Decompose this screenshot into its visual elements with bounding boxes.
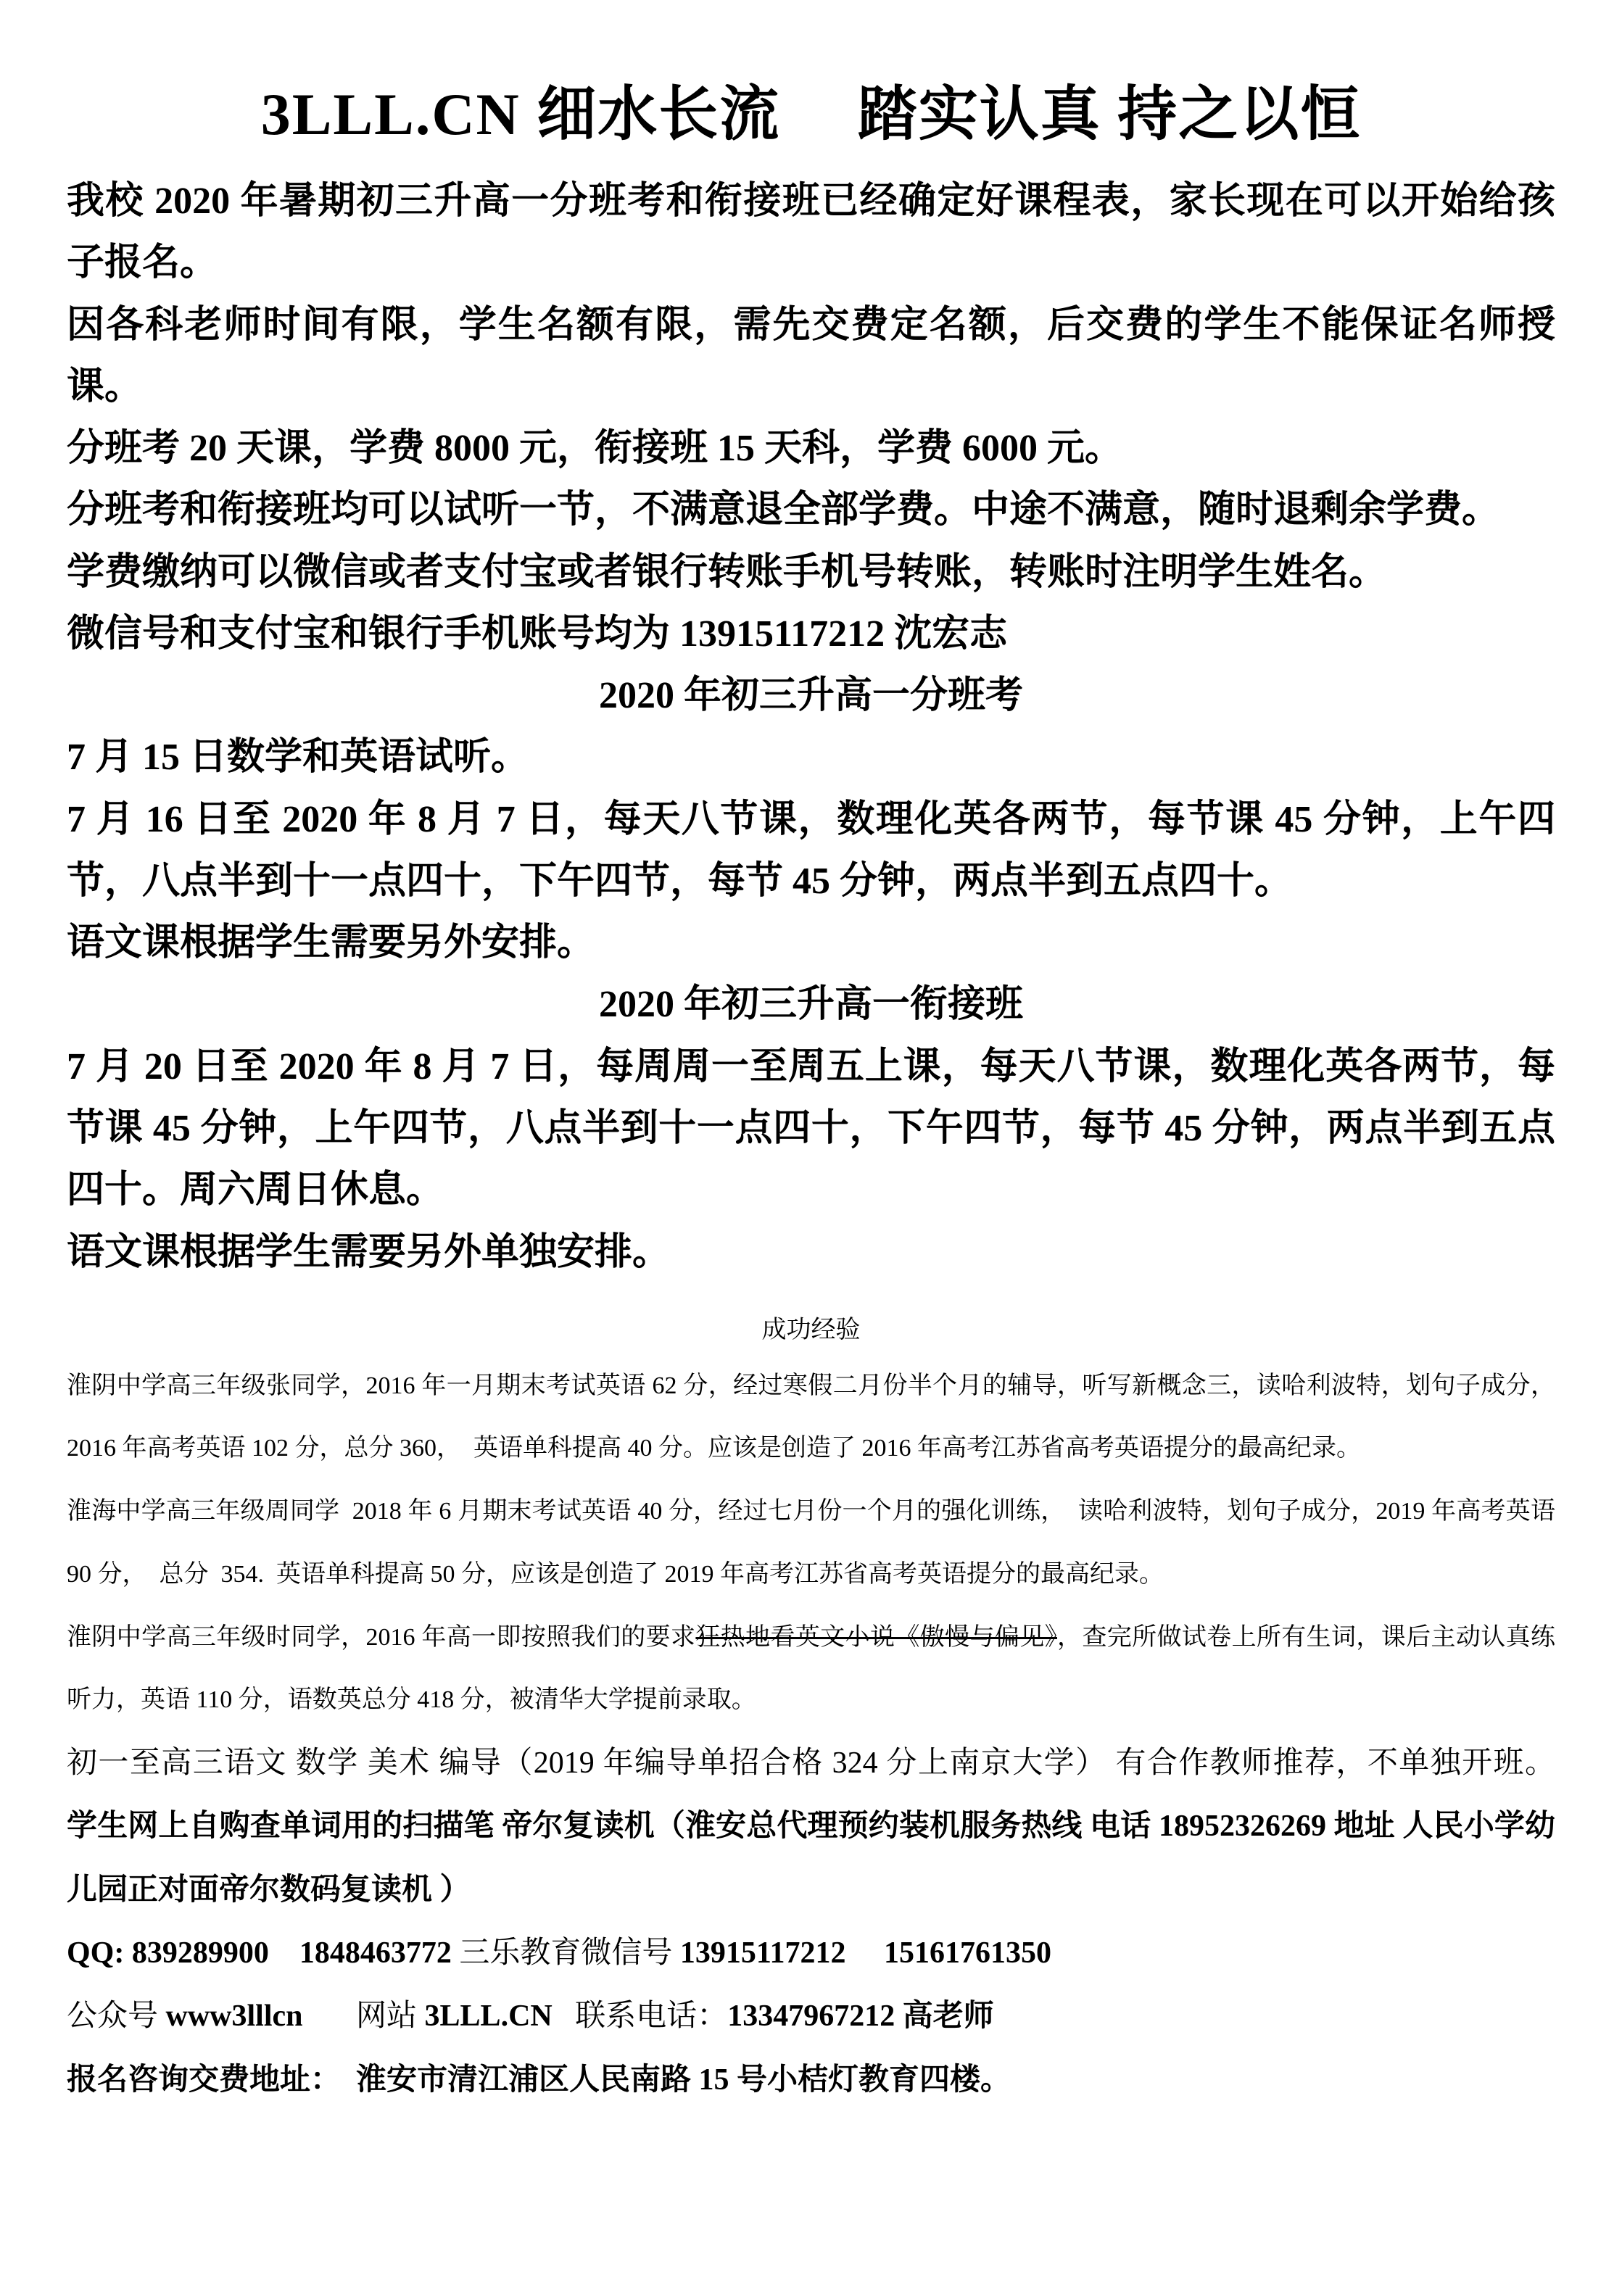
paragraph-bridge-schedule: 7 月 20 日至 2020 年 8 月 7 日，每周周一至周五上课，每天八节课，数理化英各两节，每节课 45 分钟，上午四节，八点半到十一点四十，下午四节，每节 45 分钟，两点半到五点四十。周六周日休息。 xyxy=(67,1045,1555,1211)
phone-label: 联系电话： xyxy=(552,1999,728,2034)
other-courses-text: 初一至高三语文 数学 美术 编导（2019 年编导单招合格 324 分上南京大学） 有合作教师推荐，不单独开班。 xyxy=(67,1746,1578,1780)
paragraph-bridge-chinese-note: 语文课根据学生需要另外单独安排。 xyxy=(67,1231,671,1273)
paragraph-payment-account: 微信号和支付宝和银行手机账号均为 13915117212 沈宏志 xyxy=(67,613,1008,655)
official-account-id: www3lllcn xyxy=(165,1999,303,2034)
paragraph-placement-schedule: 7 月 16 日至 2020 年 8 月 7 日，每天八节课，数理化英各两节，每节课 45 分钟，上午四节，八点半到十一点四十，下午四节，每节 45 分钟，两点半到五点四十。 xyxy=(67,798,1555,902)
official-account-label: 公众号 xyxy=(67,1999,166,2034)
wechat-account-label: 三乐教育微信号 xyxy=(459,1936,680,1970)
contact-web-line xyxy=(67,1985,1555,2048)
success-case-3-strikethrough-text: 狂热地看英文小说《傲慢与偏见》 xyxy=(695,1623,1057,1651)
paragraph-placement-trial: 7 月 15 日数学和英语试听。 xyxy=(67,737,529,779)
website-url: 3LLL.CN xyxy=(424,1999,553,2034)
section-heading-success: 成功经验 xyxy=(761,1316,861,1343)
contact-qq-line xyxy=(67,1922,1555,1985)
paragraph-fees: 分班考 20 天课，学费 8000 元，衔接班 15 天科，学费 6000 元。 xyxy=(67,428,1123,470)
paragraph-refund-policy: 分班考和衔接班均可以试听一节，不满意退全部学费。中途不满意，随时退剩余学费。 xyxy=(67,489,1500,531)
section-heading-placement-exam: 2020 年初三升高一分班考 xyxy=(598,675,1023,717)
paragraph-payment-methods: 学费缴纳可以微信或者支付宝或者银行转账手机号转账，转账时注明学生姓名。 xyxy=(67,551,1387,593)
paragraph-placement-chinese-note: 语文课根据学生需要另外安排。 xyxy=(67,922,595,964)
registration-address-line: 报名咨询交费地址： 淮安市清江浦区人民南路 15 号小桔灯教育四楼。 xyxy=(67,2063,1011,2097)
paragraph-intro-2: 因各科老师时间有限，学生名额有限，需先交费定名额，后交费的学生不能保证名师授课。 xyxy=(67,304,1555,407)
website-label: 网站 xyxy=(302,1999,425,2034)
paragraph-success-case-2: 淮海中学高三年级周同学 2018 年 6 月期末考试英语 40 分，经过七月份一个月的强化训练， 读哈利波特，划句子成分，2019 年高考英语 90 分， 总分 354. 英语单科提高 50 分，应该是创造了 2019 年高考江苏省高考英语提分的最高纪录。 xyxy=(67,1498,1562,1588)
section-heading-bridge-class: 2020 年初三升高一衔接班 xyxy=(598,984,1023,1026)
paragraph-success-case-1: 淮阴中学高三年级张同学，2016 年一月期末考试英语 62 分，经过寒假二月份半个月的辅导，听写新概念三，读哈利波特，划句子成分，2016 年高考英语 102 分，总分 360， 英语单科提高 40 分。应该是创造了 2016 年高考江苏省高考英语提分的最高纪录。 xyxy=(67,1372,1555,1462)
success-case-3-suffix: ，查完所做试卷上所有生词，课后主动认真练听力，英语 110 分，语数英总分 418 分，被清华大学提前录取。 xyxy=(67,1623,1556,1714)
paragraph-intro-1: 我校 2020 年暑期初三升高一分班考和衔接班已经确定好课程表，家长现在可以开始给孩子报名。 xyxy=(67,181,1555,284)
wechat-phone-numbers: 13915117212 15161761350 xyxy=(679,1936,1052,1970)
scanner-pen-ad-text: 学生网上自购查单词用的扫描笔 帝尔复读机（淮安总代理预约装机服务热线 电话 18952326269 地址 人民小学幼儿园正对面帝尔数码复读机 ） xyxy=(67,1810,1555,1907)
phone-number-teacher: 13347967212 高老师 xyxy=(727,1999,994,2034)
paragraph-other-courses xyxy=(67,1732,1578,1922)
page-title: 3LLL.CN 细水长流 踏实认真 持之以恒 xyxy=(260,81,1362,147)
success-case-3-prefix: 淮阴中学高三年级时同学，2016 年高一即按照我们的要求 xyxy=(67,1623,696,1651)
qq-numbers: QQ: 839289900 1848463772 xyxy=(67,1936,460,1970)
paragraph-success-case-3 xyxy=(67,1607,1555,1732)
